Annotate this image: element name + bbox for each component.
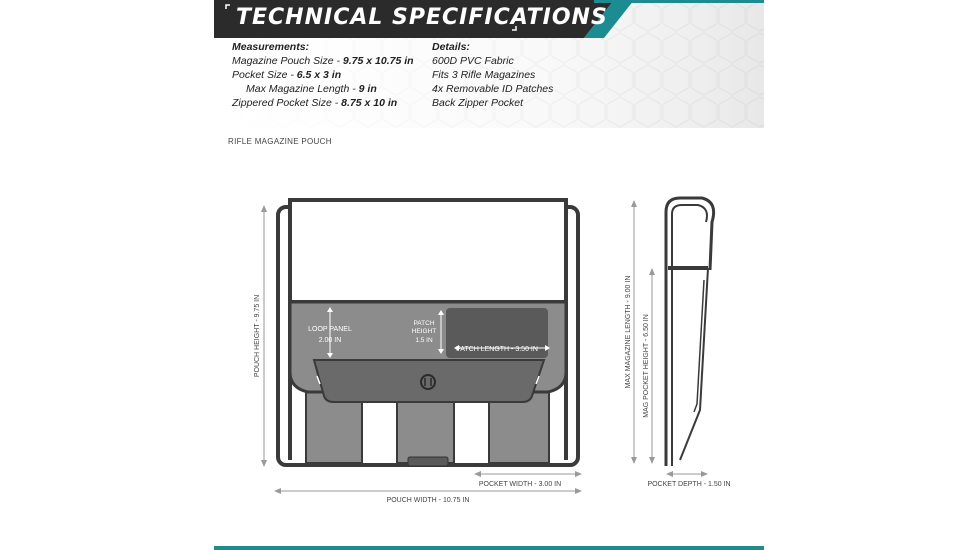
- pocket-width-label: POCKET WIDTH - 3.00 IN: [478, 481, 562, 488]
- measurement-item: Max Magazine Length - 9 in: [246, 83, 377, 95]
- detail-item: 600D PVC Fabric: [432, 55, 514, 67]
- details-heading: Details:: [432, 41, 470, 53]
- patch-height-label-2: HEIGHT: [411, 328, 437, 335]
- measurements-heading: Measurements:: [232, 41, 310, 53]
- patch-height-value: 1.5 IN: [415, 337, 433, 344]
- diagram-subtitle: RIFLE MAGAZINE POUCH: [228, 137, 332, 146]
- loop-panel-label: LOOP PANEL: [308, 326, 352, 333]
- page-title: TECHNICAL SPECIFICATIONS: [236, 5, 608, 30]
- details-list: [432, 40, 553, 110]
- measurements-list: [232, 40, 414, 110]
- measurement-item: Pocket Size - 6.5 x 3 in: [232, 69, 342, 81]
- measurement-item: Magazine Pouch Size - 9.75 x 10.75 in: [232, 55, 414, 67]
- mag-pocket-height-label: MAG POCKET HEIGHT - 6.50 IN: [643, 314, 650, 418]
- detail-item: 4x Removable ID Patches: [432, 83, 554, 95]
- accent-bar-top: [594, 0, 764, 3]
- spec-header-panel: [214, 0, 764, 128]
- patch-length-label: PATCH LENGTH - 3.50 IN: [456, 346, 538, 353]
- measurement-item: Zippered Pocket Size - 8.75 x 10 in: [232, 97, 398, 109]
- detail-item: Back Zipper Pocket: [432, 97, 524, 109]
- pouch-diagram: [214, 150, 764, 546]
- pocket-depth-label: POCKET DEPTH - 1.50 IN: [647, 481, 731, 488]
- pouch-side-view: [666, 198, 714, 466]
- pouch-height-label: POUCH HEIGHT - 9.75 IN: [254, 294, 261, 378]
- pouch-width-label: POUCH WIDTH - 10.75 IN: [386, 497, 470, 504]
- pouch-height-dimension: [261, 205, 267, 467]
- loop-panel-value: 2.00 IN: [318, 337, 342, 344]
- detail-item: Fits 3 Rifle Magazines: [432, 69, 536, 81]
- pouch-width-dimension: [274, 488, 582, 494]
- max-mag-length-label: MAX MAGAZINE LENGTH - 9.00 IN: [625, 275, 632, 389]
- pocket-width-dimension: [474, 471, 582, 477]
- pocket-depth-dimension: [666, 471, 708, 477]
- spec-sheet: [214, 0, 764, 550]
- accent-bar-bottom: [214, 546, 764, 550]
- patch-height-label-1: PATCH: [413, 320, 435, 327]
